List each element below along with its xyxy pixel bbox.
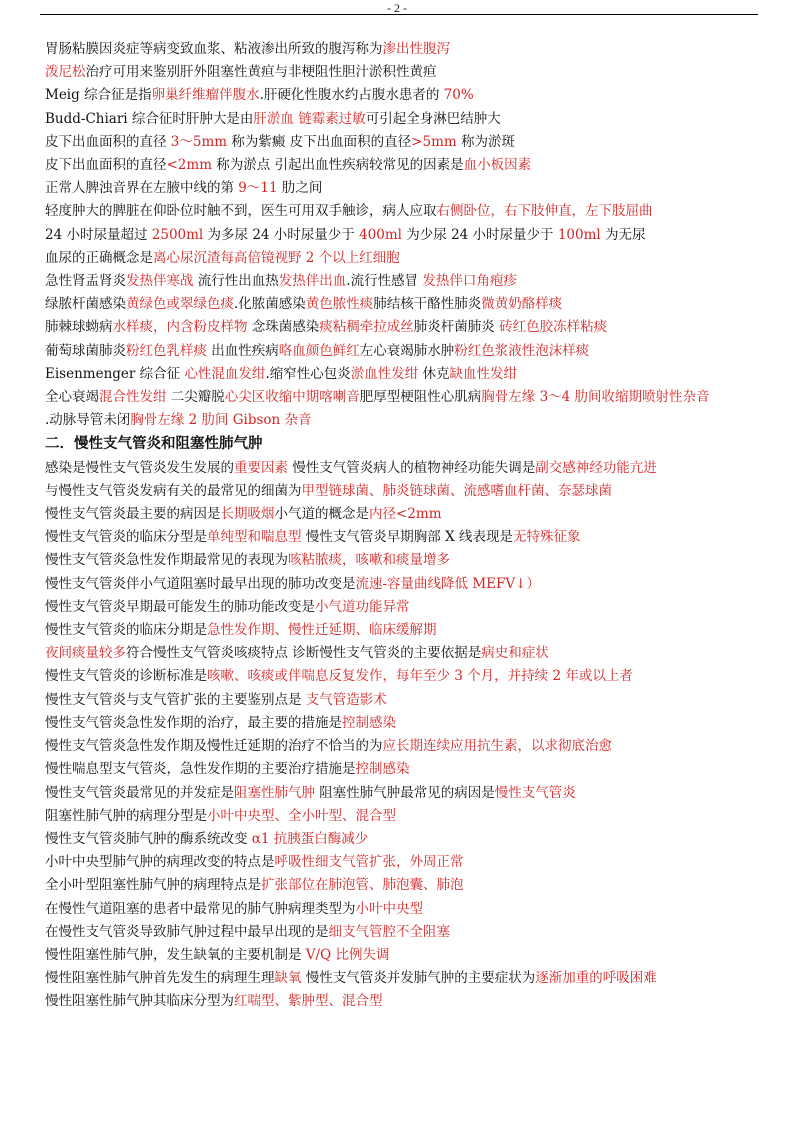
text-line [45,735,760,758]
highlighted-term: 扩张部位在肺泡管、肺泡囊、肺泡 [261,877,464,894]
plain-text: 在慢性气道阻塞的患者中最常见的肺气肿病理类型为 [45,900,356,917]
plain-text: 慢性阻塞性肺气肿首先发生的病理生理 [45,970,275,987]
highlighted-term: 离心尿沉渣每高倍镜视野 2 个以上红细胞 [153,249,400,266]
text-line [45,526,760,549]
text-line [45,967,760,990]
text-line [45,573,760,596]
text-line [45,689,760,712]
highlighted-term: 9～11 [238,180,278,197]
plain-text: 肺结核干酪性肺炎 [373,296,482,313]
plain-text: 皮下出血面积的直径 [45,133,171,150]
text-line [45,712,760,735]
plain-text: 为少尿 24 小时尿量少于 [401,226,558,243]
plain-text: 慢性支气管炎并发肺气肿的主要症状为 [301,970,536,987]
plain-text: 慢性支气管炎急性发作期的治疗，最主要的措施是 [45,714,342,731]
highlighted-term: 100ml [557,226,601,243]
highlighted-term: 甲型链球菌、肺炎链球菌、流感嗜血杆菌、奈瑟球菌 [301,482,612,499]
highlighted-term: 微黄奶酪样痰 [481,296,563,313]
plain-text: 慢性支气管炎的诊断标准是 [45,668,207,685]
plain-text: 慢性支气管炎急性发作期最常见的表现为 [45,552,288,569]
highlighted-term: 支气管造影术 [305,691,387,708]
plain-text: 二尖瓣脱 [166,389,225,406]
highlighted-term: 400ml [359,226,402,243]
plain-text: 肺炎杆菌肺炎 [413,319,500,336]
text-line [45,944,760,967]
plain-text: 小叶中央型肺气肿的病理改变的特点是 [45,854,275,871]
section-heading [45,432,760,456]
plain-text: .缩窄性心包炎 [265,365,351,382]
text-line [45,270,760,293]
text-line [45,851,760,874]
plain-text: 与慢性支气管炎发病有关的最常见的细菌为 [45,482,302,499]
text-line [45,409,760,432]
text-line [45,316,760,339]
plain-text: 肋之间 [277,180,323,197]
highlighted-term: 逐渐加重的呼吸困难 [535,970,657,987]
highlighted-term: <2mm [166,157,213,174]
text-line [45,782,760,805]
highlighted-term: 泼尼松 [45,64,86,81]
text-line [45,386,760,409]
text-line [45,898,760,921]
plain-text: 慢性支气管炎与支气管扩张的主要鉴别点是 [45,691,306,708]
highlighted-term: 粉红色浆液性泡沫样痰 [454,342,590,359]
plain-text: 阻塞性肺气肿的病理分型是 [45,807,207,824]
highlighted-term: 发热伴寒战 [126,273,194,290]
highlighted-term: 长期吸烟 [220,506,275,523]
plain-text: 慢性支气管炎的临床分型是 [45,529,207,546]
plain-text: 称为紫癜 皮下出血面积的直径 [227,133,412,150]
plain-text: 肥厚型梗阻性心肌病 [359,389,482,406]
highlighted-term: 内径<2mm [369,506,442,523]
highlighted-term: 链霉素过敏 [298,110,366,127]
plain-text: 慢性喘息型支气管炎，急性发作期的主要治疗措施是 [45,761,356,778]
highlighted-term: 急性发作期、慢性迁延期、临床缓解期 [207,622,437,639]
highlighted-term: 咯血颜色鲜红 [278,342,360,359]
highlighted-term: 心尖区收缩中期喀喇音 [224,389,360,406]
text-line [45,38,760,61]
highlighted-term: 病史和症状 [481,645,549,662]
text-line [45,549,760,572]
highlighted-term: 心性混血发绀 [184,365,266,382]
plain-text: 慢性支气管炎急性发作期及慢性迁延期的治疗不恰当的为 [45,738,383,755]
text-line [45,177,760,200]
text-line [45,457,760,480]
highlighted-term: 水样痰，内含粉皮样物 [112,319,248,336]
plain-text: 左心衰竭肺水肿 [359,342,455,359]
plain-text: Meig 综合征是指 [45,87,152,104]
text-line [45,363,760,386]
plain-text: .动脉导管未闭 [45,412,131,429]
highlighted-term: 70% [443,87,474,104]
plain-text: 在慢性支气管炎导致肺气肿过程中最早出现的是 [45,923,329,940]
plain-text: 阻塞性肺气肿最常见的病因是 [315,784,495,801]
highlighted-term: V/Q 比例失调 [305,946,390,963]
text-line [45,921,760,944]
plain-text: 急性肾盂肾炎 [45,273,126,290]
plain-text: 称为淤点 引起出血性疾病较常见的因素是 [212,157,464,174]
highlighted-term: 小气道功能异常 [315,598,410,615]
plain-text: 皮下出血面积的直径 [45,157,167,174]
highlighted-term: 重要因素 [234,459,288,476]
highlighted-term: 咳粘脓痰，咳嗽和痰量增多 [288,552,450,569]
highlighted-term: 夜间痰量较多 [45,645,126,662]
plain-text: 出血性疾病 [207,342,279,359]
highlighted-term: 单纯型和喘息型 [207,529,302,546]
highlighted-term: 粉红色乳样痰 [126,342,207,359]
plain-text: 慢性阻塞性肺气肿，发生缺氧的主要机制是 [45,946,306,963]
text-line [45,131,760,154]
plain-text: 轻度肿大的脾脏在仰卧位时触不到，医生可用双手触诊，病人应取 [45,203,437,220]
text-line [45,828,760,851]
highlighted-term: 发热伴出血 [278,273,347,290]
plain-text: 全心衰竭 [45,389,99,406]
plain-text: 慢性支气管炎最主要的病因是 [45,506,221,523]
text-line [45,108,760,131]
highlighted-term: 红喘型、紫肿型、混合型 [234,993,383,1010]
highlighted-term: 发热伴口角疱疹 [422,273,517,290]
text-line [45,990,760,1013]
plain-text: 小气道的概念是 [274,506,369,523]
highlighted-term: 混合性发绀 [99,389,167,406]
plain-text: 24 小时尿量超过 [45,226,152,243]
highlighted-term: 肝淤血 [253,110,294,127]
highlighted-term: 胸骨左缘 3～4 肋间收缩期喷射性杂音 [481,389,710,406]
plain-text: 为多尿 24 小时尿量少于 [203,226,360,243]
document-body [45,38,760,1014]
plain-text: .化脓菌感染 [234,296,306,313]
plain-text: 全小叶型阻塞性肺气肿的病理特点是 [45,877,261,894]
plain-text: 肺棘球蚴病 [45,319,113,336]
plain-text: 血尿的正确概念是 [45,249,153,266]
plain-text: 念珠菌感染 [247,319,320,336]
text-line [45,61,760,84]
highlighted-term: 流速-容量曲线降低 MEFV↓） [355,575,540,592]
plain-text: 正常人脾浊音界在左腋中线的第 [45,180,239,197]
text-line [45,224,760,247]
text-line [45,642,760,665]
text-line [45,154,760,177]
highlighted-term: 右侧卧位，右下肢伸直，左下肢屈曲 [436,203,653,220]
plain-text: 葡萄球菌肺炎 [45,342,126,359]
highlighted-term: α1 抗胰蛋白酶减少 [251,830,369,847]
highlighted-term: 呼吸性细支气管扩张，外周正常 [274,854,464,871]
highlighted-term: 胸骨左缘 2 肋间 Gibson 杂音 [130,412,312,429]
highlighted-term: 缺血性发绀 [449,365,518,382]
plain-text: 胃肠粘膜因炎症等病变致血浆、粘液渗出所致的腹泻称为 [45,41,383,57]
plain-text: 慢性支气管炎伴小气道阻塞时最早出现的肺功改变是 [45,575,356,592]
heading-text: 二．慢性支气管炎和阻塞性肺气肿 [45,435,263,453]
plain-text: 绿脓杆菌感染 [45,296,126,313]
highlighted-term: 痰粘稠牵拉成丝 [319,319,414,336]
plain-text: Budd-Chiari 综合征时肝肿大是由 [45,110,254,127]
highlighted-term: 渗出性腹泻 [382,41,450,57]
text-line [45,596,760,619]
highlighted-term: 控制感染 [342,714,396,731]
text-line [45,480,760,503]
highlighted-term: 咳嗽、咳痰或伴喘息反复发作，每年至少 3 个月，并持续 2 年或以上者 [207,668,633,685]
header-rule [40,14,758,15]
plain-text: 慢性支气管炎早期最可能发生的肺功能改变是 [45,598,315,615]
highlighted-term: 淤血性发绀 [350,365,419,382]
text-line [45,805,760,828]
highlighted-term: 副交感神经功能亢进 [535,459,657,476]
highlighted-term: 慢性支气管炎 [494,784,576,801]
plain-text: 休克 [418,365,450,382]
plain-text: 慢性支气管炎早期胸部 X 线表现是 [301,529,513,546]
plain-text: 可引起全身淋巴结肿大 [365,110,501,127]
plain-text: 称为淤斑 [456,133,515,150]
text-line [45,200,760,223]
text-line [45,874,760,897]
plain-text: 感染是慢性支气管炎发生发展的 [45,459,234,476]
plain-text: 慢性支气管炎最常见的并发症是 [45,784,234,801]
highlighted-term: 阻塞性肺气肿 [234,784,315,801]
highlighted-term: 黄色脓性痰 [305,296,374,313]
text-line [45,758,760,781]
highlighted-term: 小叶中央型、全小叶型、混合型 [207,807,396,824]
text-line [45,293,760,316]
highlighted-term: 2500ml [151,226,204,243]
highlighted-term: 血小板因素 [463,157,532,174]
highlighted-term: 缺氧 [274,970,302,987]
plain-text: 为无尿 [600,226,646,243]
highlighted-term: 小叶中央型 [355,900,423,917]
highlighted-term: 应长期连续应用抗生素，以求彻底治愈 [382,738,612,755]
highlighted-term: 卵巢纤维瘤伴腹水 [151,87,260,104]
plain-text: Eisenmenger 综合征 [45,365,185,382]
text-line [45,503,760,526]
plain-text: 流行性出血热 [193,273,279,290]
plain-text: 慢性支气管炎病人的植物神经功能失调是 [288,459,536,476]
highlighted-term: 砖红色胶冻样粘痰 [499,319,608,336]
plain-text: 治疗可用来鉴别肝外阻塞性黄疸与非梗阻性胆汁淤积性黄疸 [85,64,437,81]
text-line [45,247,760,270]
highlighted-term: 无特殊征象 [512,529,581,546]
plain-text: 慢性支气管炎肺气肿的酶系统改变 [45,830,252,847]
highlighted-term: 控制感染 [355,761,410,778]
plain-text: .肝硬化性腹水约占腹水患者的 [259,87,444,104]
highlighted-term: 黄绿色或翠绿色痰 [126,296,234,313]
highlighted-term: 细支气管腔不全阻塞 [328,923,450,940]
plain-text: .流行性感冒 [346,273,423,290]
page-number: - 2 - [387,1,407,15]
plain-text: 符合慢性支气管炎咳痰特点 诊断慢性支气管炎的主要依据是 [126,645,482,662]
plain-text: 慢性支气管炎的临床分期是 [45,622,207,639]
text-line [45,340,760,363]
highlighted-term: 3～5mm [170,133,228,150]
text-line [45,665,760,688]
highlighted-term: >5mm [411,133,457,150]
text-line [45,619,760,642]
plain-text: 慢性阻塞性肺气肿其临床分型为 [45,993,234,1010]
text-line [45,84,760,107]
